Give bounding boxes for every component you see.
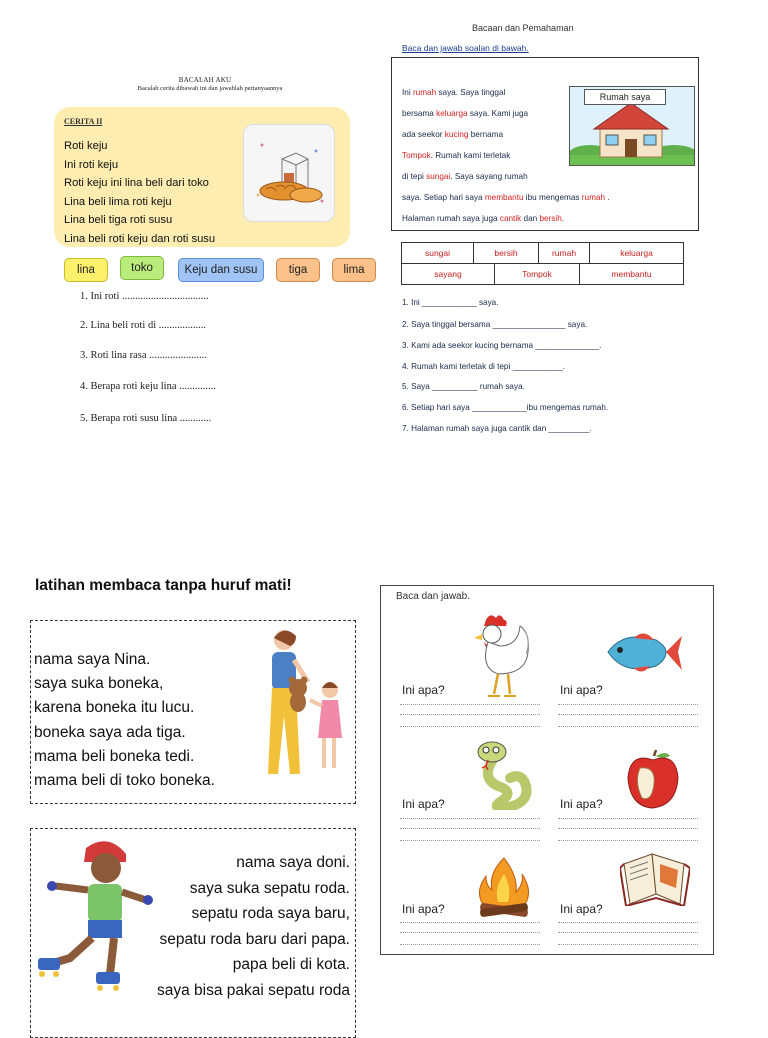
story-line: Roti keju ini lina beli dari toko bbox=[64, 177, 209, 189]
story-line: Ini roti keju bbox=[64, 158, 119, 171]
answer-line[interactable] bbox=[558, 944, 698, 945]
word-chip-keju-dan-susu: Keju dan susu bbox=[178, 258, 264, 282]
passage-line: bersama keluarga saya. Kami juga bbox=[402, 109, 529, 118]
nina-story-text bbox=[34, 648, 215, 793]
word-bank-row1 bbox=[401, 242, 684, 264]
answer-line[interactable] bbox=[400, 714, 540, 715]
question-4: 4. Berapa roti keju lina .............. bbox=[80, 381, 216, 392]
story-line: saya suka boneka, bbox=[34, 675, 164, 693]
answer-line[interactable] bbox=[558, 932, 698, 933]
question-2: 2. Saya tinggal bersama ________________ saya. bbox=[402, 320, 588, 329]
mother-daughter-teddy-icon bbox=[246, 626, 354, 782]
passage-text bbox=[402, 82, 562, 187]
story-line: mama beli boneka tedi. bbox=[34, 747, 195, 765]
question-1: 1. Ini roti ................................. bbox=[80, 291, 209, 302]
passage-line: saya. Setiap hari saya membantu ibu mengemas rumah . bbox=[402, 193, 610, 202]
prompt-label: Ini apa? bbox=[560, 902, 603, 916]
word-bank-item: keluarga bbox=[590, 243, 684, 264]
passage-line: Ini rumah saya. Saya tinggal bbox=[402, 88, 506, 97]
book-icon bbox=[620, 850, 690, 906]
story-line: saya bisa pakai sepatu roda bbox=[156, 981, 350, 999]
prompt-label: Ini apa? bbox=[402, 683, 445, 697]
answer-line[interactable] bbox=[400, 704, 540, 705]
word-bank-item: rumah bbox=[539, 243, 590, 264]
word-chip-tiga: tiga bbox=[276, 258, 320, 282]
bread-milk-icon bbox=[244, 125, 334, 221]
question-1: 1. Ini ____________ saya. bbox=[402, 298, 499, 307]
answer-line[interactable] bbox=[400, 944, 540, 945]
story-title: CERITA II bbox=[64, 117, 103, 126]
word-bank-item: bersih bbox=[474, 243, 539, 264]
story-line: nama saya doni. bbox=[236, 854, 350, 871]
worksheet4-title: Baca dan jawab. bbox=[396, 591, 470, 602]
passage-line: ada seekor kucing bernama bbox=[402, 130, 504, 139]
answer-line[interactable] bbox=[558, 704, 698, 705]
story-line: Lina beli roti keju dan roti susu bbox=[64, 232, 216, 245]
story-line: mama beli di toko boneka. bbox=[34, 772, 215, 790]
word-bank-item: sayang bbox=[402, 264, 495, 285]
word-chip-lima: lima bbox=[332, 258, 376, 282]
passage-line: di tepi sungai. Saya sayang rumah bbox=[402, 172, 528, 181]
answer-line[interactable] bbox=[558, 714, 698, 715]
prompt-label: Ini apa? bbox=[560, 683, 603, 697]
answer-line[interactable] bbox=[400, 726, 540, 727]
fish-icon bbox=[604, 628, 684, 678]
question-3: 3. Kami ada seekor kucing bernama ______________. bbox=[402, 341, 602, 350]
word-chip-lina: lina bbox=[64, 258, 108, 282]
word-bank-item: membantu bbox=[580, 264, 684, 285]
story-line: saya suka sepatu roda. bbox=[189, 879, 350, 897]
worksheet1-title: BACALAH AKU bbox=[178, 76, 232, 84]
word-bank-item: Tompok bbox=[495, 264, 580, 285]
answer-line[interactable] bbox=[558, 840, 698, 841]
answer-line[interactable] bbox=[400, 828, 540, 829]
question-3: 3. Roti lina rasa ...................... bbox=[80, 350, 207, 361]
campfire-icon bbox=[474, 856, 534, 920]
story-line: sepatu roda baru dari papa. bbox=[159, 930, 350, 948]
story-line: nama saya Nina. bbox=[34, 651, 151, 668]
story-text bbox=[64, 137, 215, 248]
story-line: Roti keju bbox=[64, 140, 108, 152]
story-line: papa beli di kota. bbox=[232, 956, 350, 973]
answer-line[interactable] bbox=[400, 922, 540, 923]
story-line: boneka saya ada tiga. bbox=[34, 723, 186, 741]
house-picture bbox=[569, 86, 695, 166]
question-6: 6. Setiap hari saya ____________ibu mengemas rumah. bbox=[402, 403, 609, 412]
story-line: sepatu roda saya baru, bbox=[191, 905, 350, 922]
bread-milk-illustration bbox=[243, 124, 335, 222]
snake-icon bbox=[470, 738, 542, 810]
question-2: 2. Lina beli roti di .................. bbox=[80, 320, 206, 331]
answer-line[interactable] bbox=[400, 932, 540, 933]
question-5: 5. Saya __________ rumah saya. bbox=[402, 382, 525, 391]
word-bank-item: sungai bbox=[402, 243, 474, 264]
answer-line[interactable] bbox=[558, 818, 698, 819]
apple-icon bbox=[624, 748, 682, 812]
answer-line[interactable] bbox=[558, 922, 698, 923]
story-line: Lina beli tiga roti susu bbox=[64, 214, 173, 226]
boy-rollerskates-icon bbox=[34, 834, 154, 998]
doni-story-text bbox=[157, 850, 350, 1003]
passage-line: Tompok. Rumah kami terletak bbox=[402, 151, 511, 160]
rooster-icon bbox=[470, 612, 534, 700]
question-4: 4. Rumah kami terletak di tepi ___________. bbox=[402, 362, 565, 371]
question-5: 5. Berapa roti susu lina ............ bbox=[80, 413, 212, 424]
answer-line[interactable] bbox=[558, 726, 698, 727]
answer-line[interactable] bbox=[558, 828, 698, 829]
passage-text-full bbox=[402, 187, 692, 229]
answer-line[interactable] bbox=[400, 840, 540, 841]
answer-line[interactable] bbox=[400, 818, 540, 819]
worksheet1-subtitle: Bacalah cerita dibawah ini dan jawablah pertanyaannya bbox=[137, 85, 283, 92]
worksheet2-title: Bacaan dan Pemahaman bbox=[472, 23, 574, 33]
story-line: Lina beli lima roti keju bbox=[64, 195, 172, 208]
worksheet2-instruction: Baca dan jawab soalan di bawah. bbox=[402, 43, 529, 53]
passage-line: Halaman rumah saya juga cantik dan bersih. bbox=[402, 214, 565, 223]
reading-heading: latihan membaca tanpa huruf mati! bbox=[35, 577, 292, 594]
prompt-label: Ini apa? bbox=[402, 797, 445, 811]
question-7: 7. Halaman rumah saya juga cantik dan _________. bbox=[402, 424, 592, 433]
story-line: karena boneka itu lucu. bbox=[34, 699, 195, 717]
prompt-label: Ini apa? bbox=[402, 902, 445, 916]
word-bank-row2 bbox=[401, 263, 684, 285]
prompt-label: Ini apa? bbox=[560, 797, 603, 811]
word-chip-toko: toko bbox=[120, 256, 164, 280]
house-label: Rumah saya bbox=[584, 89, 666, 105]
